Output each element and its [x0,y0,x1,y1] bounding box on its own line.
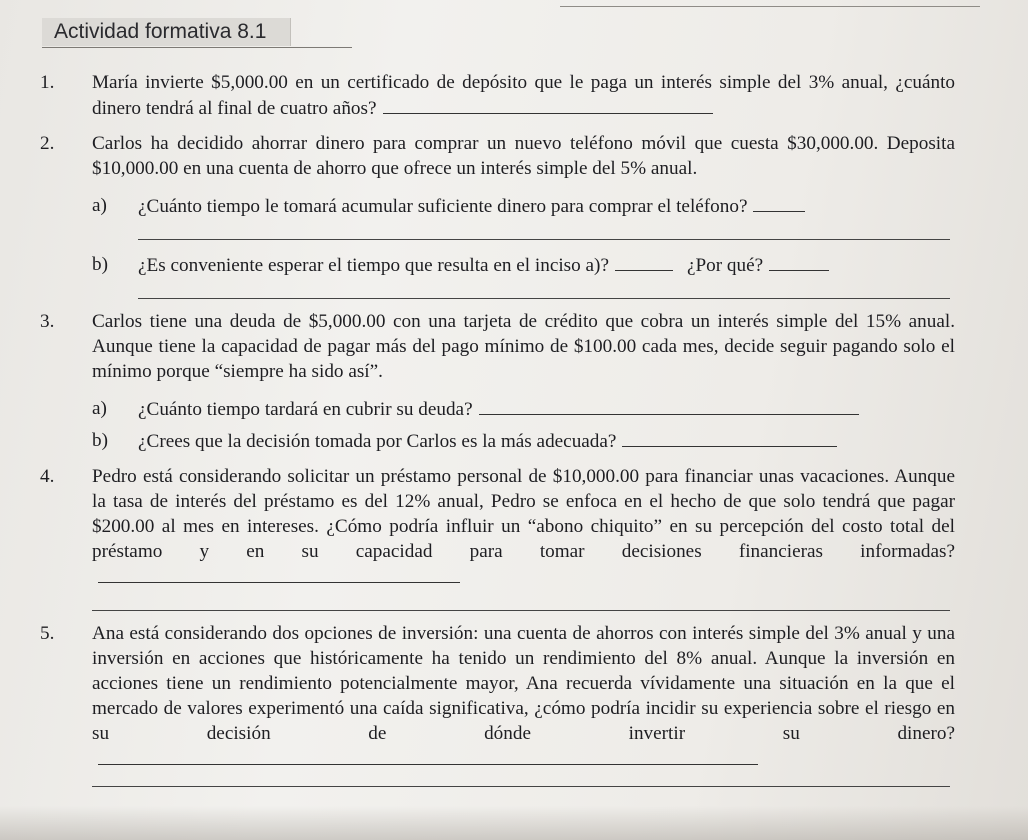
question-text: Pedro está considerando solicitar un préstamo personal de $10,000.00 para financiar unas vacaciones. Aunque la tasa de interés del préstamo es del 12% anual, Pedro se enfoca en el hecho de que solo tendrá que pagar $200.00 al mes en intereses. ¿Cómo podría influir un “abono chiquito” en su percepción del costo total del préstamo y en su capacidad para tomar decisiones financieras informadas? [92,466,955,562]
question-number: 4. [40,466,55,487]
question-number: 2. [40,133,55,154]
subquestion-3a [92,396,955,422]
question-4 [40,464,955,611]
question-1 [40,70,955,121]
answer-blank[interactable] [383,95,713,114]
question-text: Carlos ha decidido ahorrar dinero para comprar un nuevo teléfono móvil que cuesta $30,000.00. Deposita $10,000.00 en una cuenta de ahorro que ofrece un interés simple del 5% anual. [92,133,955,179]
subquestion-text: ¿Cuánto tiempo tardará en cubrir su deuda? [138,399,473,420]
page-title: Actividad formativa 8.1 [54,20,267,43]
subquestion-2a [92,193,955,240]
answer-blank[interactable] [753,193,805,212]
subquestion-text-2: ¿Por qué? [686,255,764,276]
answer-blank[interactable] [615,252,673,271]
subquestion-3b [92,428,955,454]
answer-line[interactable] [92,772,950,787]
question-number: 5. [40,623,55,644]
subquestion-text: ¿Cuánto tiempo le tomará acumular suficiente dinero para comprar el teléfono? [138,196,748,217]
answer-blank[interactable] [98,746,758,765]
question-list [40,70,955,797]
answer-blank[interactable] [98,564,460,583]
question-text: María invierte $5,000.00 en un certificado de depósito que le paga un interés simple del 3% anual, ¿cuánto dinero tendrá al final de cuatro años? [92,72,955,119]
question-text: Ana está considerando dos opciones de inversión: una cuenta de ahorros con interés simple del 3% anual y una inversión en acciones que históricamente ha tenido un rendimiento del 8% anual. Aunque la inversión en acciones tiene un rendimiento potencialmente mayor, Ana recuerda vívidamente una situación en la que el mercado de valores experimentó una caída significativa, ¿cómo podría incidir su experiencia sobre el riesgo en su decisión de dónde invertir su dinero? [92,623,955,744]
question-text: Carlos tiene una deuda de $5,000.00 con una tarjeta de crédito que cobra un interés simple del 15% anual. Aunque tiene la capacidad de pagar más del pago mínimo de $100.00 cada mes, decide seguir pagando solo el mínimo porque “siempre ha sido así”. [92,311,955,382]
top-rule [560,6,980,7]
answer-line[interactable] [138,219,950,240]
answer-line[interactable] [92,590,950,611]
subquestion-text: ¿Es conveniente esperar el tiempo que resulta en el inciso a)? [138,255,609,276]
question-number: 1. [40,72,55,93]
subquestion-2b [92,252,955,299]
subquestion-letter: a) [92,398,107,419]
answer-blank[interactable] [622,428,837,447]
question-5 [40,621,955,787]
subquestion-letter: a) [92,195,107,216]
answer-line[interactable] [138,278,950,299]
question-2 [40,131,955,299]
answer-blank[interactable] [769,252,829,271]
question-3 [40,309,955,454]
subquestion-text: ¿Crees que la decisión tomada por Carlos es la más adecuada? [138,431,617,452]
question-number: 3. [40,311,55,332]
answer-blank[interactable] [479,396,859,415]
subquestion-letter: b) [92,430,108,451]
subquestion-letter: b) [92,254,108,275]
title-underline [42,47,352,48]
